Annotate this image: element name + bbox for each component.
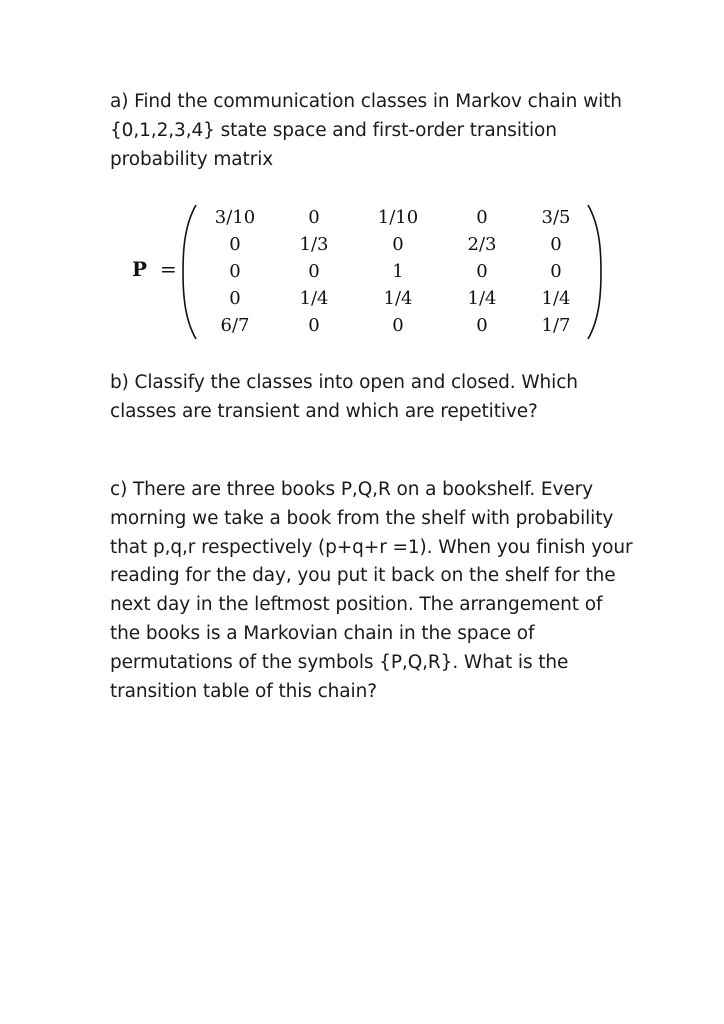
text-line: c) There are three books P,Q,R on a bookshelf. Every (110, 479, 594, 500)
matrix-cell: 0 (308, 261, 320, 282)
text-line: a) Find the communication classes in Markov chain with (110, 91, 622, 112)
matrix-cell: 0 (392, 234, 404, 255)
question-part-c (110, 476, 633, 706)
text-line: b) Classify the classes into open and closed. Which (110, 372, 578, 393)
transition-matrix (130, 200, 610, 345)
question-part-b (110, 369, 630, 427)
matrix-cell: 0 (229, 288, 241, 309)
matrix-cell: 1/4 (383, 288, 413, 309)
matrix-cell: 1/10 (377, 207, 419, 228)
matrix-cell: 6/7 (220, 315, 250, 336)
matrix-cell: 1 (392, 261, 404, 282)
text-line: classes are transient and which are repetitive? (110, 400, 538, 422)
matrix-cell: 0 (308, 207, 320, 228)
matrix-cell: 0 (476, 261, 488, 282)
matrix-grid (198, 204, 588, 339)
text-line: that p,q,r respectively (p+q+r =1). When you finish your (110, 536, 633, 558)
matrix-cell: 1/4 (541, 288, 571, 309)
text-line: the books is a Markovian chain in the space of (110, 622, 535, 644)
matrix-cell: 0 (550, 261, 562, 282)
matrix-cell: 1/4 (467, 288, 497, 309)
text-line: reading for the day, you put it back on the shelf for the (110, 565, 616, 587)
text-line: probability matrix (110, 148, 274, 170)
right-parenthesis (586, 204, 604, 340)
matrix-label: P (132, 257, 148, 281)
matrix-cell: 1/7 (541, 315, 571, 336)
matrix-cell: 3/5 (541, 207, 571, 228)
matrix-cell: 1/4 (299, 288, 329, 309)
text-line: next day in the leftmost position. The arrangement of (110, 594, 603, 616)
text-line: permutations of the symbols {P,Q,R}. What is the (110, 651, 569, 673)
matrix-cell: 1/3 (299, 234, 329, 255)
matrix-cell: 0 (229, 261, 241, 282)
question-part-a (110, 88, 630, 174)
text-line: morning we take a book from the shelf with probability (110, 507, 614, 529)
matrix-cell: 2/3 (467, 234, 497, 255)
matrix-cell: 0 (476, 207, 488, 228)
left-parenthesis (180, 204, 198, 340)
matrix-cell: 0 (392, 315, 404, 336)
text-line: {0,1,2,3,4} state space and first-order transition (110, 119, 557, 141)
matrix-equals-sign: = (160, 257, 177, 281)
text-line: transition table of this chain? (110, 680, 377, 702)
matrix-cell: 0 (229, 234, 241, 255)
matrix-cell: 0 (476, 315, 488, 336)
matrix-cell: 0 (308, 315, 320, 336)
matrix-cell: 3/10 (214, 207, 256, 228)
matrix-cell: 0 (550, 234, 562, 255)
